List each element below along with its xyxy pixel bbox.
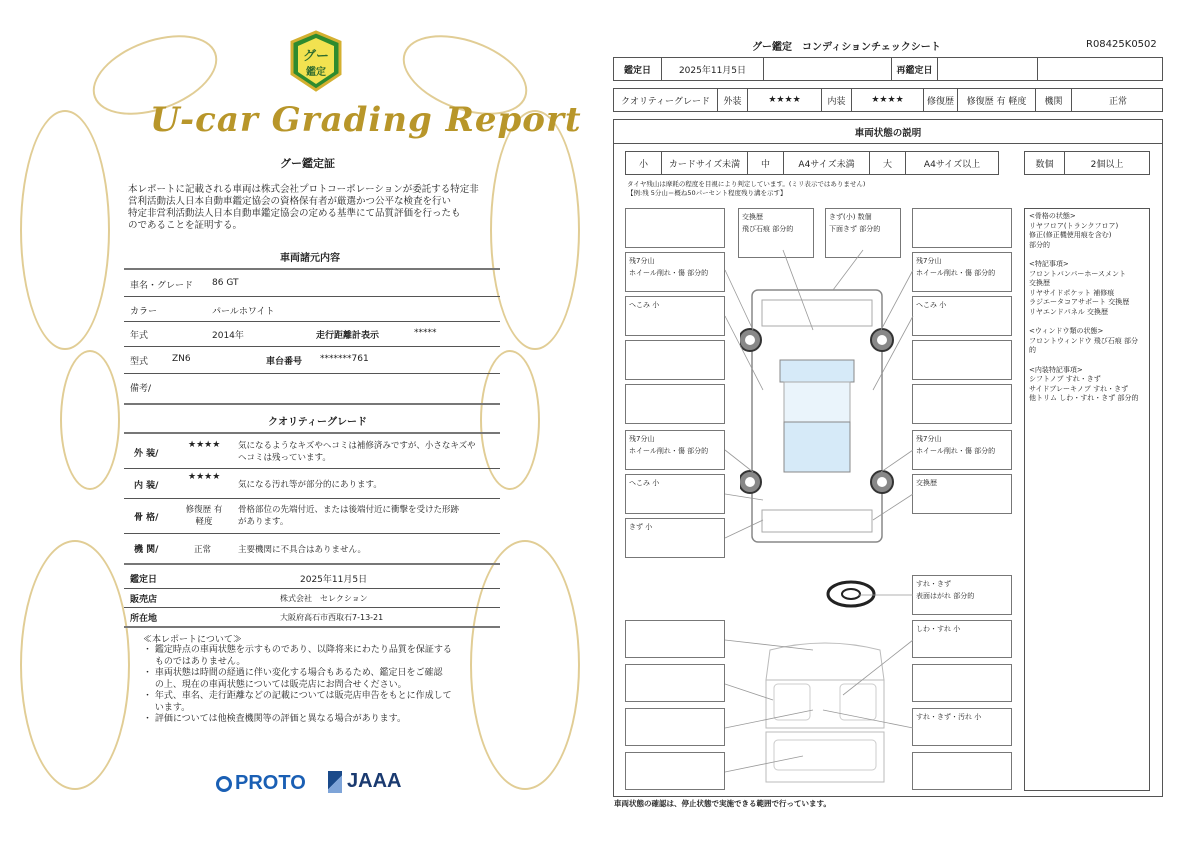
sheet-title: グー鑑定 コンディションチェックシート: [752, 42, 941, 53]
legend-large: 大: [870, 152, 906, 174]
divider: [124, 373, 500, 374]
condition-notes-panel: <骨格の状態> リヤフロア(トランクフロア) 修正(修正機使用痕を含む) 部分的 <特記事項> フロントバンパーホースメント 交換歴 リヤサイドポケット 補修痕 ラジエータコアサポート 交換歴 リヤエンドパネル 交換歴 <ウィンドウ類の状態> フロントウィンドウ 飛び石痕 部分的 <内装特記事項> シフトノブ すれ・きず サイドブレーキノブ すれ・きず 他トリム しわ・すれ・きず 部分的: [1024, 208, 1150, 791]
count-value: 2個以上: [1090, 159, 1124, 170]
note-front-bumper: 交換歴 飛び石痕 部分的: [738, 208, 814, 258]
address-value: 大阪府高石市西取石7-13-21: [280, 613, 384, 622]
legend-small-desc: カードサイズ未満: [662, 152, 748, 174]
dealer-value: 株式会社 セレクション: [280, 594, 368, 603]
exterior-label: 外 装/: [134, 449, 159, 459]
divider: [124, 563, 500, 565]
address-label: 所在地: [130, 614, 158, 624]
report-number: R08425K0502: [1086, 39, 1157, 50]
interior-label: 内装: [822, 89, 852, 111]
note-tire-rear-right: 残7分山 ホイール削れ・傷 部分的: [912, 430, 1012, 470]
car-name-label: 車名・グレード: [130, 281, 194, 291]
frame-label: 修復歴: [924, 89, 958, 111]
divider: [124, 403, 500, 405]
note-tire-front-left: 残7分山 ホイール削れ・傷 部分的: [625, 252, 725, 292]
date-row: [613, 57, 1163, 81]
model-label: 型式: [130, 357, 149, 367]
note-tire-rear-left: 残7分山 ホイール削れ・傷 部分的: [625, 430, 725, 470]
divider: [124, 321, 500, 322]
chassis-value: *******761: [320, 354, 369, 364]
about-title: ≪本レポートについて≫: [143, 635, 242, 645]
state-title-bar: 車両状態の説明: [614, 120, 1162, 144]
engine-value: 正常: [1108, 96, 1127, 107]
note-interior-6: すれ・きず・汚れ 小: [912, 708, 1012, 746]
leader-lines: [613, 200, 1033, 800]
exterior-label: 外装: [718, 89, 748, 111]
engine-label: 機関: [1036, 89, 1072, 111]
divider: [124, 588, 500, 589]
color-value: パールホワイト: [212, 307, 275, 317]
mileage-label: 走行距離計表示: [316, 331, 380, 341]
interior-label: 内 装/: [134, 481, 159, 491]
divider: [124, 607, 500, 608]
year-label: 年式: [130, 331, 149, 341]
quality-row: [613, 88, 1163, 112]
exterior-stars: ★★★★: [188, 440, 221, 450]
flourish-left-top: [20, 110, 110, 350]
intro-text: 本レポートに記載される車両は株式会社プロトコーポレーションが委託する特定非 営利活動法人日本自動車鑑定協会の資格保有者が厳選かつ公平な検査を行い 特定非営利活動法人日本自動車鑑定協会の定める基準にて品質評価を行ったも のであることを証明する。: [128, 184, 479, 231]
count-label: 数個: [1025, 152, 1065, 174]
interior-stars: ★★★★: [852, 89, 924, 111]
footer-note: 車両状態の確認は、停止状態で実施できる範囲で行っています。: [614, 799, 831, 808]
flourish-left-mid: [60, 350, 120, 490]
quality-header: クオリティーグレード: [268, 417, 367, 428]
divider: [124, 346, 500, 347]
proto-logo: PROTO: [216, 772, 306, 795]
legend-medium: 中: [748, 152, 784, 174]
color-label: カラー: [130, 307, 158, 317]
jaaa-logo-icon: [328, 771, 342, 793]
quality-grade-label: クオリティーグレード: [614, 89, 718, 111]
certificate-subtitle: グー鑑定証: [280, 157, 335, 170]
goo-badge-logo: [288, 30, 344, 92]
divider: [124, 268, 500, 270]
tire-note: タイヤ残山は摩耗の程度を目視により判定しています。(ミリ表示ではありません) 【例:残 5分山＝概ね50パーセント程度残り溝を示す】: [627, 180, 866, 197]
divider: [124, 296, 500, 297]
frame-value: 修復歴 有 軽度: [958, 89, 1036, 111]
interior-description: 気になる汚れ等が部分的にあります。: [238, 480, 382, 490]
svg-text:鑑定: 鑑定: [306, 67, 326, 78]
count-legend: [1024, 151, 1150, 175]
redate-label: 再鑑定日: [892, 58, 938, 80]
exterior-stars: ★★★★: [748, 89, 822, 111]
engine-value: 正常: [194, 545, 212, 555]
note-rear-left-quarter: へこみ 小: [625, 474, 725, 514]
spec-header: 車両諸元内容: [280, 253, 340, 264]
dealer-label: 販売店: [130, 595, 158, 605]
note-rear-bumper: きず 小: [625, 518, 725, 558]
frame-value: 修復歴 有 軽度: [185, 505, 223, 527]
divider: [124, 533, 500, 534]
date-label: 鑑定日: [130, 575, 158, 585]
note-interior-2: しわ・すれ 小: [912, 620, 1012, 658]
note-front-hood: きず(小) 数個 下面きず 部分的: [825, 208, 901, 258]
note-left-fender: へこみ 小: [625, 296, 725, 336]
note-rear-right-quarter: 交換歴: [912, 474, 1012, 514]
mileage-value: *****: [414, 328, 437, 338]
empty-cell: [764, 58, 892, 80]
interior-stars: ★★★★: [188, 472, 221, 482]
model-value: ZN6: [172, 354, 191, 364]
flourish-right-bottom: [470, 540, 580, 790]
legend-large-desc: A4サイズ以上: [923, 159, 981, 170]
divider: [124, 626, 500, 628]
divider: [124, 468, 500, 469]
date-value: 2025年11月5日: [300, 575, 368, 585]
legend-medium-desc: A4サイズ未満: [784, 152, 870, 174]
engine-label: 機 関/: [134, 545, 159, 555]
proto-logo-icon: [216, 776, 232, 792]
flourish-right-top: [490, 110, 580, 350]
redate-value: [938, 58, 1038, 80]
car-name-value: 86 GT: [212, 278, 239, 288]
legend-small: 小: [626, 152, 662, 174]
notes-label: 備考/: [130, 384, 152, 394]
about-list: ・ 鑑定時点の車両状態を示すものであり、以降将来にわたり品質を保証する ものではありません。 ・ 車両状態は時間の経過に伴い変化する場合もあるため、鑑定日をご確認 の上、現在の車両状態については販売店にお問合せください。 ・ 年式、車名、走行距離などの記載については販売店申告をもとに作成して います。 ・ 評価については他検査機関等の評価と異なる場合があります。: [143, 645, 452, 724]
date-label: 鑑定日: [614, 58, 662, 80]
jaaa-logo: JAAA: [328, 770, 401, 793]
size-legend: [625, 151, 999, 175]
flourish-right-mid: [480, 350, 540, 490]
note-right-fender: へこみ 小: [912, 296, 1012, 336]
note-tire-front-right: 残7分山 ホイール削れ・傷 部分的: [912, 252, 1012, 292]
divider: [124, 432, 500, 434]
frame-description: 骨格部位の先端付近、または後端付近に衝撃を受けた形跡 があります。: [238, 505, 460, 527]
report-title: U-car Grading Report: [150, 100, 582, 140]
date-value: 2025年11月5日: [662, 58, 764, 80]
exterior-description: 気になるようなキズやヘコミは補修済みですが、小さなキズや ヘコミは残っています。: [238, 441, 476, 463]
divider: [124, 498, 500, 499]
year-value: 2014年: [212, 331, 244, 341]
chassis-label: 車台番号: [266, 357, 303, 367]
svg-text:グー: グー: [302, 49, 330, 64]
engine-description: 主要機関に不具合はありません。: [238, 545, 367, 555]
frame-label: 骨 格/: [134, 513, 159, 523]
flourish-left-bottom: [20, 540, 130, 790]
note-steering: すれ・きず 表面はがれ 部分的: [912, 575, 1012, 615]
